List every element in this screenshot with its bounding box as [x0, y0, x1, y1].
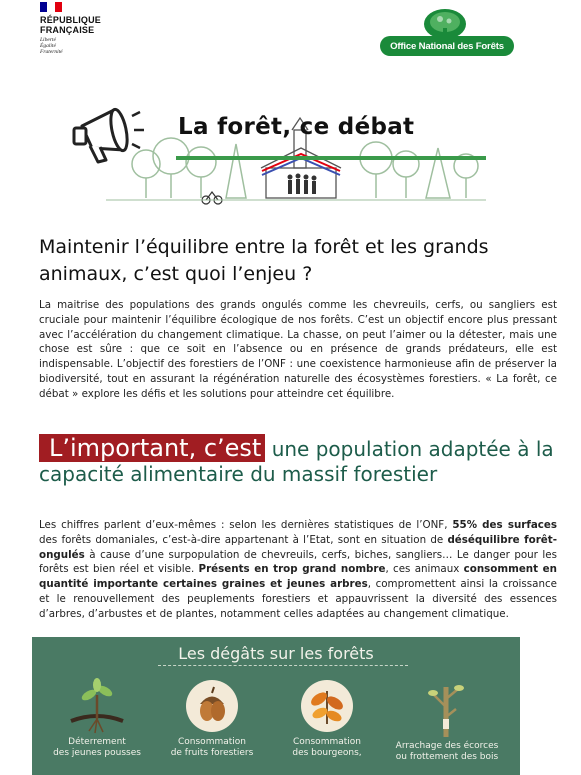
infographic-item-uprooting [42, 677, 152, 759]
banner-underline [176, 156, 486, 160]
section1-paragraph: La maitrise des populations des grands ongulés comme les chevreuils, cerfs, ou sangliers est cruciale pour maintenir l’équilibre écologique de nos forêts. C’est un objectif encore plus pressant avec l’accélération du changement climatique. La chasse, on peut l’aimer ou la détester, mais une chose est sûre : que ce soit en l’absence ou en présence de grands prédateurs, elle est indispensable. L’objectif des forestiers de l’ONF : une coexistence harmonieuse afin de préserver la biodiversité, tout en assurant la régénération naturelle des écosystèmes forestiers. « La forêt, ce débat » explore les défis et les solutions pour atteindre cet équilibre. [39, 299, 557, 400]
acorn-icon [183, 677, 241, 735]
infographic-label-3: Consommation des bourgeons, [292, 737, 362, 758]
infographic-item-fruits [157, 677, 267, 759]
section1-heading: Maintenir l’équilibre entre la forêt et les grands animaux, c’est quoi l’enjeu ? [39, 236, 489, 285]
p2-text-e: à cause d’une surpopulation de chevreuils, cerfs, biches, sangliers… Le danger pour les forêts est bien réel et visible. [39, 548, 557, 576]
section2-heading-rest: une population adaptée à la capacité alimentaire du massif forestier [39, 437, 554, 486]
rf-name-line1: RÉPUBLIQUE [40, 15, 102, 25]
p2-text-c: des forêts domaniales, c’est-à-dire appartenant à l’Etat, sont en situation de [39, 533, 448, 546]
republique-francaise-logo [36, 2, 116, 56]
rf-motto-fraternite: Fraternité [40, 49, 63, 55]
onf-name: Office National des Forêts [380, 36, 514, 56]
infographic-label-4: Arrachage des écorces ou frottement des bois [395, 741, 499, 762]
infographic-item-bark [392, 677, 502, 763]
debate-banner [66, 86, 496, 216]
stripped-tree-icon [418, 677, 476, 739]
rf-motto-egalite: Égalité [40, 43, 56, 49]
damage-infographic [32, 637, 520, 775]
p2-bold-desequilibre: déséquilibre forêt-ongulés [39, 533, 557, 561]
infographic-label-1: Déterrement des jeunes pousses [53, 737, 141, 758]
infographic-label-2: Consommation de fruits forestiers [170, 737, 254, 758]
infographic-divider [158, 665, 408, 666]
onf-logo [380, 8, 516, 58]
onf-tree-icon [422, 8, 468, 38]
p2-text-a: Les chiffres parlent d’eux-mêmes : selon les dernières statistiques de l’ONF, [39, 519, 453, 531]
p2-bold-presents: Présents en trop grand nombre [198, 563, 386, 576]
megaphone-icon [68, 102, 146, 166]
infographic-item-buds [272, 677, 382, 759]
rf-motto-liberte: Liberté [40, 37, 56, 43]
section2-paragraph [39, 518, 557, 622]
p2-text-i: , compromettent ainsi la croissance et le renouvellement des peuplements forestiers et appauvrissent la diversité des essences d’arbres, d’arbustes et de plantes, notamment celles adaptées au changement climatique. [39, 578, 557, 620]
uprooted-seedling-icon [67, 677, 127, 735]
french-flag-icon [40, 2, 62, 12]
banner-title: La forêt, ce débat [178, 114, 415, 140]
infographic-title: Les dégâts sur les forêts [178, 644, 374, 663]
p2-bold-consomment: consomment en quantité importante certaines graines et jeunes arbres [39, 563, 557, 591]
rf-name-line2: FRANÇAISE [40, 25, 95, 35]
section2-heading-highlight: L’important, c’est [39, 434, 265, 462]
p2-bold-55-percent: 55% des surfaces [452, 519, 558, 531]
section2-heading [39, 436, 559, 487]
leaves-icon [298, 677, 356, 735]
p2-text-g: , ces animaux [385, 563, 464, 576]
